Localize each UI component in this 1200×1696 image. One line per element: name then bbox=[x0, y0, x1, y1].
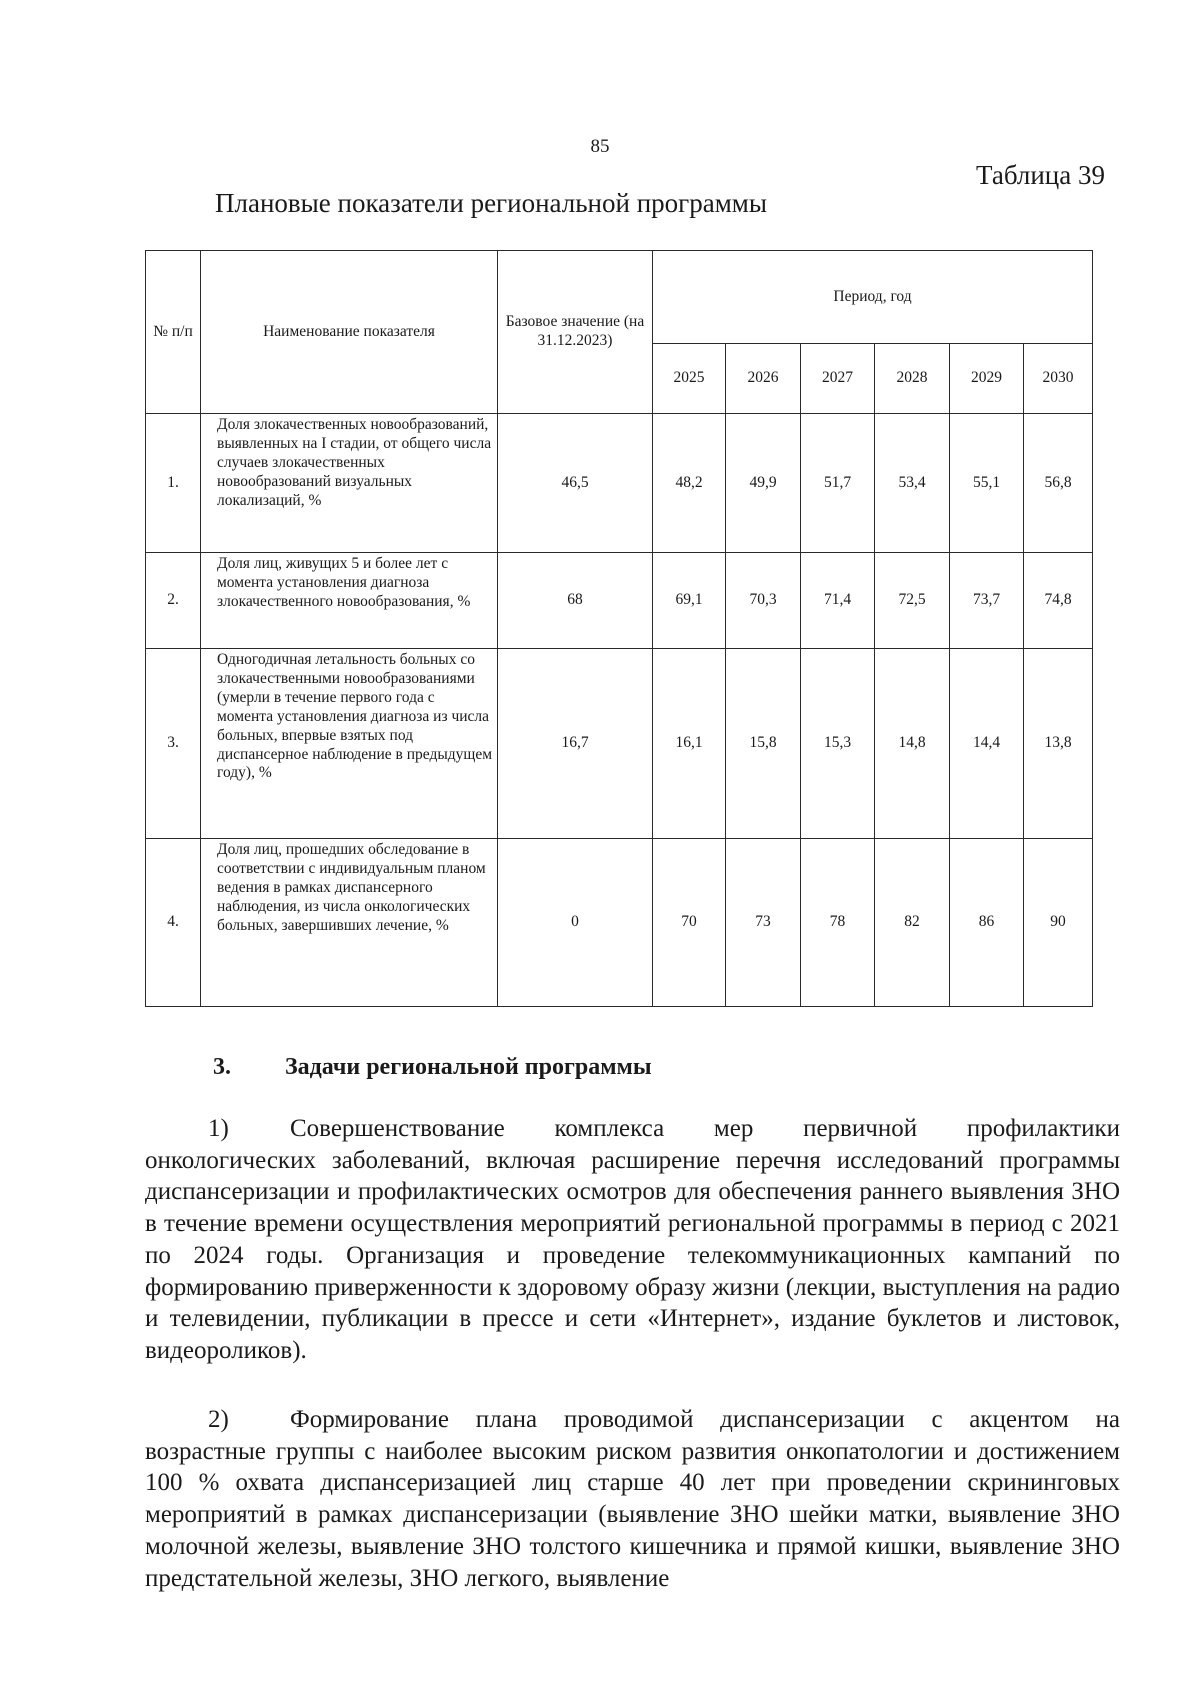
table-row bbox=[146, 553, 1093, 649]
task-paragraph bbox=[145, 1404, 1120, 1594]
row-value: 82 bbox=[875, 839, 950, 1007]
row-base: 16,7 bbox=[498, 649, 653, 839]
header-year: 2025 bbox=[653, 344, 726, 414]
row-base: 0 bbox=[498, 839, 653, 1007]
row-value: 90 bbox=[1024, 839, 1093, 1007]
header-year: 2026 bbox=[726, 344, 801, 414]
task-text: Совершенствование комплекса мер первичной профилактики онкологических заболеваний, включая расширение перечня исследований программы диспансеризации и профилактических осмотров для обеспечения раннего выявления ЗНО в течение времени осуществления мероприятий региональной программы в период с 2021 по 2024 годы. Организация и проведение телекоммуникационных кампаний по формированию приверженности к здоровому образу жизни (лекции, выступления на радио и телевидении, публикации в прессе и сети «Интернет», издание буклетов и листовок, видеороликов). bbox=[145, 1115, 1120, 1364]
header-name: Наименование показателя bbox=[201, 251, 498, 414]
header-row bbox=[146, 251, 1093, 344]
page-number: 85 bbox=[590, 136, 610, 157]
row-value: 73,7 bbox=[950, 553, 1024, 649]
row-name: Доля лиц, живущих 5 и более лет с момента установления диагноза злокачественного новообразования, % bbox=[201, 553, 498, 649]
row-name: Одногодичная летальность больных со злокачественными новообразованиями (умерли в течение первого года с момента установления диагноза из числа больных, впервые взятых под диспансерное наблюдение в предыдущем году), % bbox=[201, 649, 498, 839]
table-row bbox=[146, 414, 1093, 553]
row-num: 3. bbox=[146, 649, 201, 839]
row-num: 2. bbox=[146, 553, 201, 649]
header-base: Базовое значение (на 31.12.2023) bbox=[498, 251, 653, 414]
row-value: 74,8 bbox=[1024, 553, 1093, 649]
row-value: 69,1 bbox=[653, 553, 726, 649]
section-number: 3. bbox=[213, 1054, 231, 1080]
row-value: 55,1 bbox=[950, 414, 1024, 553]
indicators-table bbox=[145, 250, 1093, 1007]
row-value: 72,5 bbox=[875, 553, 950, 649]
row-value: 14,4 bbox=[950, 649, 1024, 839]
row-value: 78 bbox=[801, 839, 875, 1007]
section-title: Задачи региональной программы bbox=[285, 1054, 652, 1080]
row-value: 49,9 bbox=[726, 414, 801, 553]
row-value: 73 bbox=[726, 839, 801, 1007]
row-value: 70 bbox=[653, 839, 726, 1007]
row-value: 48,2 bbox=[653, 414, 726, 553]
task-text: Формирование плана проводимой диспансеризации с акцентом на возрастные группы с наиболее высоким риском развития онкопатологии и достижением 100 % охвата диспансеризацией лиц старше 40 лет при проведении скрининговых мероприятий в рамках диспансеризации (выявление ЗНО шейки матки, выявление ЗНО молочной железы, выявление ЗНО толстого кишечника и прямой кишки, выявление ЗНО предстательной железы, ЗНО легкого, выявление bbox=[145, 1406, 1120, 1592]
row-value: 15,3 bbox=[801, 649, 875, 839]
section-heading bbox=[213, 1054, 652, 1081]
task-label: 1) bbox=[208, 1115, 229, 1142]
task-paragraph bbox=[145, 1113, 1120, 1367]
table-label: Таблица 39 bbox=[976, 160, 1105, 190]
header-period: Период, год bbox=[653, 251, 1093, 344]
row-name: Доля лиц, прошедших обследование в соответствии с индивидуальным планом ведения в рамках диспансерного наблюдения, из числа онкологических больных, завершивших лечение, % bbox=[201, 839, 498, 1007]
table-row bbox=[146, 649, 1093, 839]
row-value: 86 bbox=[950, 839, 1024, 1007]
row-value: 70,3 bbox=[726, 553, 801, 649]
row-value: 51,7 bbox=[801, 414, 875, 553]
table-title: Плановые показатели региональной программы bbox=[215, 188, 768, 218]
row-num: 4. bbox=[146, 839, 201, 1007]
header-num: № п/п bbox=[146, 251, 201, 414]
row-base: 68 bbox=[498, 553, 653, 649]
row-value: 15,8 bbox=[726, 649, 801, 839]
row-value: 14,8 bbox=[875, 649, 950, 839]
table-row bbox=[146, 839, 1093, 1007]
row-name: Доля злокачественных новообразований, выявленных на I стадии, от общего числа случаев злокачественных новообразований визуальных локализаций, % bbox=[201, 414, 498, 553]
header-year: 2027 bbox=[801, 344, 875, 414]
row-base: 46,5 bbox=[498, 414, 653, 553]
row-value: 56,8 bbox=[1024, 414, 1093, 553]
row-value: 13,8 bbox=[1024, 649, 1093, 839]
header-year: 2028 bbox=[875, 344, 950, 414]
row-num: 1. bbox=[146, 414, 201, 553]
header-year: 2030 bbox=[1024, 344, 1093, 414]
row-value: 16,1 bbox=[653, 649, 726, 839]
row-value: 53,4 bbox=[875, 414, 950, 553]
row-value: 71,4 bbox=[801, 553, 875, 649]
header-year: 2029 bbox=[950, 344, 1024, 414]
task-label: 2) bbox=[208, 1406, 229, 1433]
